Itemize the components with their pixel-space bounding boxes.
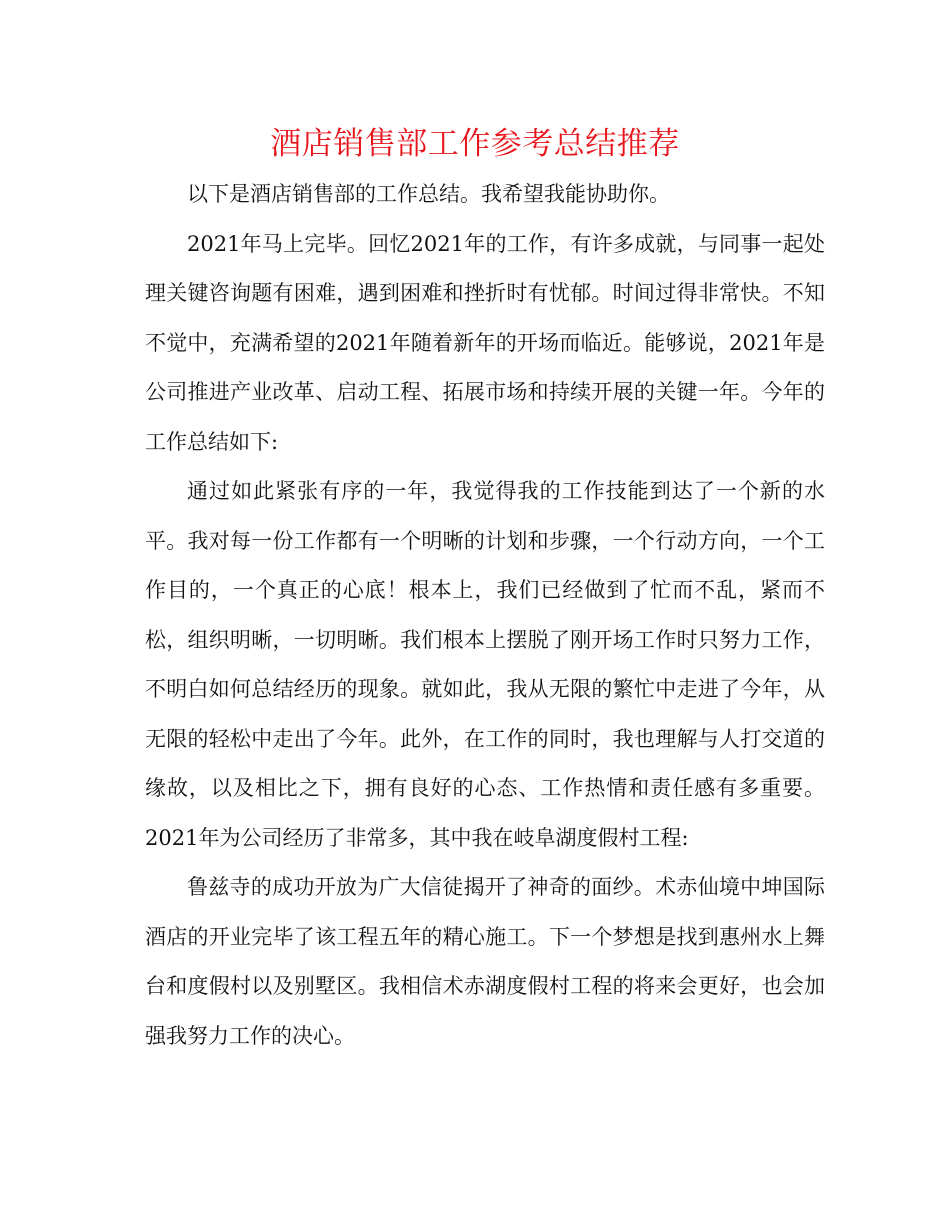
paragraph-projects: 鲁兹寺的成功开放为广大信徒揭开了神奇的面纱。术赤仙境中坤国际酒店的开业完毕了该工程五年的精心施工。下一个梦想是找到惠州水上舞台和度假村以及别墅区。我相信术赤湖度假村工程的将来会更好，也会加强我努力工作的决心。: [145, 875, 825, 1048]
paragraph-skills-growth: 通过如此紧张有序的一年，我觉得我的工作技能到达了一个新的水平。我对每一份工作都有一个明晰的计划和步骤，一个行动方向，一个工作目的，一个真正的心底！根本上，我们已经做到了忙而不乱，紧而不松，组织明晰，一切明晰。我们根本上摆脱了刚开场工作时只努力工作，不明白如何总结经历的现象。就如此，我从无限的繁忙中走进了今年，从无限的轻松中走出了今年。此外，在工作的同时，我也理解与人打交道的缘故，以及相比之下，拥有良好的心态、工作热情和责任感有多重要。2021年为公司经历了非常多，其中我在岐阜湖度假村工程:: [145, 479, 825, 850]
document-body: [145, 170, 825, 1061]
paragraph-year-review: 2021年马上完毕。回忆2021年的工作，有许多成就，与同事一起处理关键咨询题有困难，遇到困难和挫折时有忧郁。时间过得非常快。不知不觉中，充满希望的2021年随着新年的开场而临近。能够说，2021年是公司推进产业改革、启动工程、拓展市场和持续开展的关键一年。今年的工作总结如下:: [145, 231, 825, 454]
paragraph-intro: 以下是酒店销售部的工作总结。我希望我能协助你。: [187, 182, 670, 206]
document-title: 酒店销售部工作参考总结推荐: [270, 126, 680, 162]
